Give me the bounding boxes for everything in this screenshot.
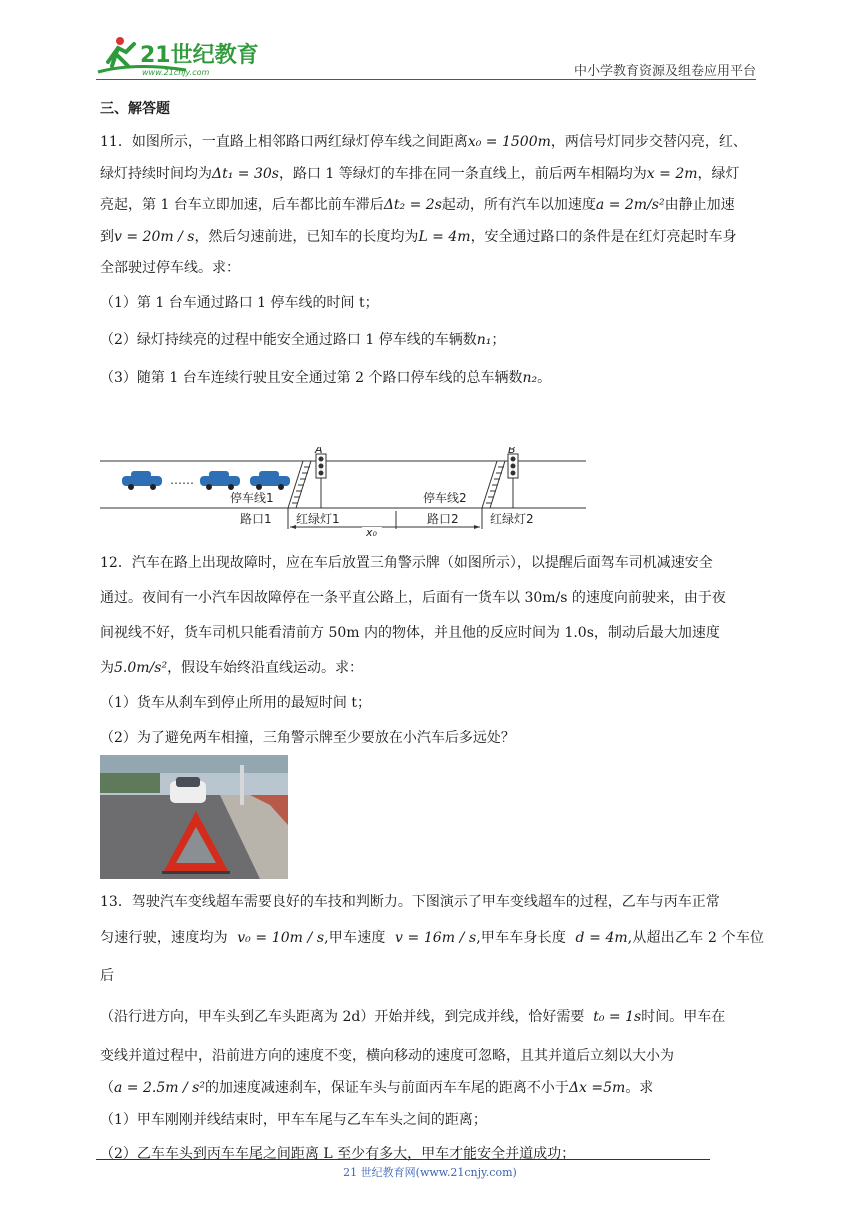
q13-line2: 匀速行驶，速度均为 v₀ = 10m / s,甲车速度 v = 16m / s,甲车车身长度 d = 4m,从超出乙车 2 个车位后 — [100, 930, 765, 984]
q13-line1: 13．驾驶汽车变线超车需要良好的车技和判断力。下图演示了甲车变线超车的过程，乙车与丙车正常 — [100, 894, 720, 910]
document-body — [100, 97, 764, 397]
q11-sub1: （1）第 1 台车通过路口 1 停车线的时间 t； — [100, 294, 379, 311]
car-icon — [122, 471, 162, 490]
q13-line4: 变线并道过程中，沿前进方向的速度不变，横向移动的速度可忽略，且其并道后立刻以大小为 — [100, 1048, 674, 1064]
svg-text:21世纪教育: 21世纪教育 — [140, 43, 259, 68]
q12-sub2: （2）为了避免两车相撞，三角警示牌至少要放在小汽车后多远处？ — [100, 730, 515, 746]
header-divider — [96, 79, 756, 80]
q12-line1: 12．汽车在路上出现故障时，应在车后放置三角警示牌（如图所示），以提醒后面驾车司机减速安全 — [100, 555, 713, 571]
svg-text:路口2: 路口2 — [427, 512, 459, 526]
q11-sub3: （3）随第 1 台车连续行驶且安全通过第 2 个路口停车线的总车辆数n₂。 — [100, 369, 552, 386]
q11-line5: 全部驶过停车线。求： — [100, 260, 240, 276]
svg-text:B: B — [508, 447, 516, 456]
svg-text:……: …… — [170, 473, 194, 487]
q11-line3: 亮起，第 1 台车立即加速，后车都比前车滞后Δt₂ = 2s起动，所有汽车以加速度a = 2m/s²由静止加速 — [100, 197, 735, 213]
question-11 — [100, 127, 764, 397]
svg-text:停车线2: 停车线2 — [423, 491, 467, 505]
q12-line3: 间视线不好，货车司机只能看清前方 50m 内的物体，并且他的反应时间为 1.0s，制动后最大加速度 — [100, 625, 720, 641]
question-12 — [100, 546, 764, 756]
site-logo — [96, 32, 266, 80]
q12-sub1: （1）货车从刹车到停止所用的最短时间 t； — [100, 695, 371, 711]
svg-text:红绿灯2: 红绿灯2 — [490, 512, 534, 526]
footer-text: 21 世纪教育网(www.21cnjy.com) — [343, 1166, 517, 1179]
section-title: 三、解答题 — [100, 101, 170, 117]
traffic-light-icon — [508, 454, 518, 508]
warning-triangle-photo — [100, 755, 288, 879]
footer-divider — [96, 1159, 710, 1160]
platform-name: 中小学教育资源及组卷应用平台 — [573, 64, 756, 79]
car-icon — [250, 471, 290, 490]
traffic-light-diagram — [100, 447, 586, 537]
q12-line4: 为5.0m/s²，假设车始终沿直线运动。求： — [100, 660, 364, 676]
svg-text:A: A — [315, 447, 323, 456]
svg-text:停车线1: 停车线1 — [230, 491, 274, 505]
q13-sub1: （1）甲车刚刚并线结束时，甲车车尾与乙车车头之间的距离； — [100, 1112, 487, 1128]
q12-line2: 通过。夜间有一小汽车因故障停在一条平直公路上，后面有一货车以 30m/s 的速度向前驶来，由于夜 — [100, 590, 726, 606]
car-icon — [200, 471, 240, 490]
q13-line3: （沿行进方向，甲车头到乙车头距离为 2d）开始并线，到完成并线，恰好需要 t₀ = 1s时间。甲车在 — [100, 1009, 726, 1025]
traffic-light-icon — [316, 454, 326, 508]
q11-line2: 绿灯持续时间均为Δt₁ = 30s，路口 1 等绿灯的车排在同一条直线上，前后两车相隔均为x = 2m，绿灯 — [100, 165, 740, 182]
svg-text:x₀: x₀ — [366, 526, 377, 537]
q13-sub2: （2）乙车车头到丙车车尾之间距离 L 至少有多大，甲车才能安全并道成功； — [100, 1146, 576, 1162]
q11-line4: 到v = 20m / s，然后匀速前进，已知车的长度均为L = 4m，安全通过路口的条件是在红灯亮起时车身 — [100, 228, 737, 245]
svg-text:红绿灯1: 红绿灯1 — [296, 512, 340, 526]
q13-line5: （a = 2.5m / s²的加速度减速刹车，保证车头与前面丙车车尾的距离不小于Δx =5m。求 — [100, 1080, 654, 1096]
question-13 — [100, 885, 764, 1171]
svg-text:www.21cnjy.com: www.21cnjy.com — [142, 68, 210, 77]
q11-line1: 11．如图所示，一直路上相邻路口两红绿灯停车线之间距离x₀ = 1500m，两信号灯同步交替闪亮，红、 — [100, 134, 747, 150]
svg-text:路口1: 路口1 — [240, 512, 272, 526]
q11-sub2: （2）绿灯持续亮的过程中能安全通过路口 1 停车线的车辆数n₁； — [100, 331, 506, 348]
